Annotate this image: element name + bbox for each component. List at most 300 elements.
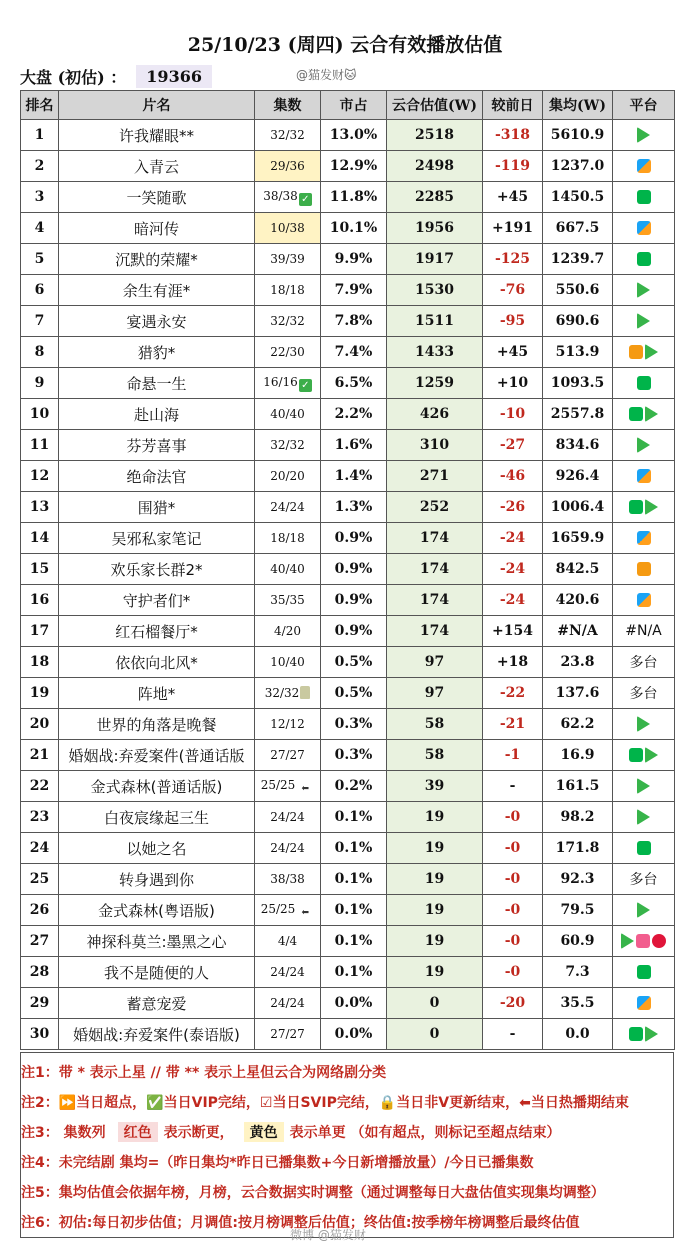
title-cell: 金式森林(普通话版) [59, 771, 255, 802]
average-cell: 1006.4 [543, 492, 613, 523]
title-cell: 余生有涯* [59, 275, 255, 306]
change-cell: -0 [483, 833, 543, 864]
episodes-cell [255, 430, 321, 461]
episodes-cell [255, 368, 321, 399]
share-cell: 0.1% [321, 926, 387, 957]
average-cell: 171.8 [543, 833, 613, 864]
title-cell: 沉默的荣耀* [59, 244, 255, 275]
notes-section [20, 1052, 674, 1238]
estimate-cell: 1956 [387, 213, 483, 244]
episodes-value: 24/24 [270, 996, 305, 1010]
share-cell: 11.8% [321, 182, 387, 213]
tencent-platform-icon [637, 778, 650, 794]
change-cell: -76 [483, 275, 543, 306]
title-cell: 绝命法官 [59, 461, 255, 492]
table-row [21, 678, 675, 709]
header-share: 市占 [321, 91, 387, 120]
table-row [21, 740, 675, 771]
title-cell: 许我耀眼** [59, 120, 255, 151]
rank-cell: 30 [21, 1019, 59, 1050]
share-cell: 0.9% [321, 616, 387, 647]
tencent-platform-icon [637, 716, 650, 732]
platform-cell [613, 895, 675, 926]
tencent-platform-icon [637, 437, 650, 453]
rank-cell: 13 [21, 492, 59, 523]
rank-cell: 5 [21, 244, 59, 275]
episodes-value: 35/35 [270, 593, 305, 607]
platform-text: 多台 [629, 655, 658, 671]
platform-cell [613, 244, 675, 275]
estimate-cell: 97 [387, 647, 483, 678]
market-summary [20, 62, 212, 90]
table-header-row [21, 91, 675, 120]
mango-platform-icon [637, 562, 651, 576]
episodes-value: 22/30 [270, 345, 305, 359]
title-cell: 红石榴餐厅* [59, 616, 255, 647]
estimate-cell: 19 [387, 833, 483, 864]
rank-cell: 21 [21, 740, 59, 771]
estimate-cell: 2498 [387, 151, 483, 182]
change-cell: -21 [483, 709, 543, 740]
platform-cell [613, 461, 675, 492]
estimate-cell: 19 [387, 895, 483, 926]
episodes-cell [255, 771, 321, 802]
episodes-cell [255, 833, 321, 864]
share-cell: 0.0% [321, 988, 387, 1019]
header-episodes: 集数 [255, 91, 321, 120]
table-row [21, 771, 675, 802]
platform-cell [613, 957, 675, 988]
note-3-yellow-label: 黄色 [244, 1122, 284, 1142]
change-cell: -20 [483, 988, 543, 1019]
footer-watermark: 微博 @猫发财 [290, 1228, 366, 1242]
note-4: 注4：未完结剧 集均=（昨日集均*昨日已播集数+今日新增播放量）/今日已播集数 [21, 1155, 534, 1171]
episodes-value: 32/32 [270, 314, 305, 328]
change-cell: +191 [483, 213, 543, 244]
average-cell: 5610.9 [543, 120, 613, 151]
average-cell: 16.9 [543, 740, 613, 771]
share-cell: 0.0% [321, 1019, 387, 1050]
estimate-cell: 1259 [387, 368, 483, 399]
average-cell: 1659.9 [543, 523, 613, 554]
change-cell: -27 [483, 430, 543, 461]
episodes-value: 10/38 [270, 221, 305, 235]
share-cell: 0.1% [321, 833, 387, 864]
episodes-cell [255, 616, 321, 647]
platform-cell [613, 678, 675, 709]
note-2: 注2：⏩当日超点，✅当日VIP完结，☑当日SVIP完结，🔒当日非V更新结束，⬅当日热播期结束 [21, 1095, 629, 1111]
rank-cell: 11 [21, 430, 59, 461]
title-cell: 暗河传 [59, 213, 255, 244]
platform-cell [613, 120, 675, 151]
episodes-value: 25/25 [260, 901, 296, 916]
episodes-cell [255, 337, 321, 368]
episodes-cell [255, 678, 321, 709]
share-cell: 0.1% [321, 895, 387, 926]
note-5: 注5：集均估值会依据年榜，月榜，云合数据实时调整（通过调整每日大盘估值实现集均调整） [21, 1185, 605, 1201]
title-cell: 入青云 [59, 151, 255, 182]
platform-cell [613, 585, 675, 616]
estimate-cell: 19 [387, 802, 483, 833]
average-cell: 842.5 [543, 554, 613, 585]
rank-cell: 28 [21, 957, 59, 988]
table-row [21, 1019, 675, 1050]
rank-cell: 12 [21, 461, 59, 492]
rank-cell: 4 [21, 213, 59, 244]
rank-cell: 23 [21, 802, 59, 833]
table-row [21, 864, 675, 895]
change-cell: -22 [483, 678, 543, 709]
platform-text: 多台 [629, 686, 658, 702]
change-cell: +18 [483, 647, 543, 678]
iqiyi-platform-icon [637, 376, 651, 390]
table-row [21, 399, 675, 430]
rank-cell: 25 [21, 864, 59, 895]
change-cell: +45 [483, 337, 543, 368]
platform-cell [613, 151, 675, 182]
note-3-suffix: 表示单更 （如有超点，则标记至超点结束） [289, 1125, 561, 1141]
estimate-cell: 1917 [387, 244, 483, 275]
title-cell: 金式森林(粤语版) [59, 895, 255, 926]
average-cell: 1093.5 [543, 368, 613, 399]
episodes-cell [255, 492, 321, 523]
average-cell: 667.5 [543, 213, 613, 244]
title-cell: 赴山海 [59, 399, 255, 430]
average-cell: 513.9 [543, 337, 613, 368]
iqiyi-platform-icon [637, 965, 651, 979]
note-3-prefix: 注3： 集数列 [21, 1125, 106, 1141]
youku-platform-icon [637, 159, 651, 173]
episodes-cell [255, 275, 321, 306]
platform-cell [613, 275, 675, 306]
rank-cell: 16 [21, 585, 59, 616]
episodes-value: 12/12 [270, 717, 305, 731]
iqiyi-platform-icon [637, 841, 651, 855]
change-cell: +45 [483, 182, 543, 213]
platform-cell [613, 833, 675, 864]
average-cell: 2557.8 [543, 399, 613, 430]
table-row [21, 802, 675, 833]
title-cell: 宴遇永安 [59, 306, 255, 337]
iqiyi-platform-icon [637, 190, 651, 204]
platform-cell [613, 771, 675, 802]
episodes-value: 25/25 [260, 777, 296, 792]
change-cell: -318 [483, 120, 543, 151]
table-row [21, 213, 675, 244]
average-cell: 7.3 [543, 957, 613, 988]
platform-cell [613, 306, 675, 337]
episodes-cell [255, 213, 321, 244]
episodes-cell [255, 244, 321, 275]
episodes-cell [255, 151, 321, 182]
average-cell: 92.3 [543, 864, 613, 895]
estimate-cell: 1511 [387, 306, 483, 337]
average-cell: 550.6 [543, 275, 613, 306]
episodes-cell [255, 802, 321, 833]
average-cell: 23.8 [543, 647, 613, 678]
rank-cell: 19 [21, 678, 59, 709]
share-cell: 0.3% [321, 709, 387, 740]
platform-cell [613, 616, 675, 647]
lock-icon [300, 686, 310, 699]
header-platform: 平台 [613, 91, 675, 120]
share-cell: 9.9% [321, 244, 387, 275]
title-cell: 婚姻战:弃爱案件(普通话版 [59, 740, 255, 771]
rank-cell: 2 [21, 151, 59, 182]
share-cell: 0.1% [321, 802, 387, 833]
estimate-cell: 0 [387, 1019, 483, 1050]
estimate-cell: 97 [387, 678, 483, 709]
title-cell: 以她之名 [59, 833, 255, 864]
estimate-cell: 58 [387, 740, 483, 771]
title-cell: 命悬一生 [59, 368, 255, 399]
table-row [21, 244, 675, 275]
title-cell: 欢乐家长群2* [59, 554, 255, 585]
average-cell: 62.2 [543, 709, 613, 740]
episodes-value: 20/20 [270, 469, 305, 483]
platform-cell [613, 1019, 675, 1050]
episodes-cell [255, 647, 321, 678]
platform-cell [613, 213, 675, 244]
episodes-value: 4/4 [277, 934, 298, 948]
average-cell: 60.9 [543, 926, 613, 957]
vip-finished-icon: ✓ [299, 379, 312, 392]
episodes-cell [255, 306, 321, 337]
note-1: 注1：带 * 表示上星 // 带 ** 表示上星但云合为网络剧分类 [21, 1065, 387, 1081]
episodes-cell [255, 709, 321, 740]
title-cell: 世界的角落是晚餐 [59, 709, 255, 740]
bili-platform-icon [636, 934, 650, 948]
platform-text: #N/A [625, 623, 662, 639]
episodes-cell [255, 523, 321, 554]
hot-period-end-icon: ⬅ [301, 783, 310, 794]
title-cell: 阵地* [59, 678, 255, 709]
tencent-platform-icon [637, 282, 650, 298]
table-row [21, 182, 675, 213]
circle-platform-icon [652, 934, 666, 948]
rank-cell: 20 [21, 709, 59, 740]
change-cell: -24 [483, 523, 543, 554]
change-cell: -24 [483, 585, 543, 616]
title-cell: 依依向北风* [59, 647, 255, 678]
share-cell: 2.2% [321, 399, 387, 430]
estimate-cell: 174 [387, 554, 483, 585]
title-cell: 婚姻战:弃爱案件(泰语版) [59, 1019, 255, 1050]
episodes-cell [255, 988, 321, 1019]
episodes-value: 40/40 [270, 562, 305, 576]
market-value: 19366 [136, 65, 212, 88]
iqiyi-platform-icon [629, 500, 643, 514]
title-cell: 转身遇到你 [59, 864, 255, 895]
platform-cell [613, 709, 675, 740]
average-cell: 137.6 [543, 678, 613, 709]
table-row [21, 151, 675, 182]
change-cell: +154 [483, 616, 543, 647]
platform-cell [613, 926, 675, 957]
average-cell: 1237.0 [543, 151, 613, 182]
average-cell: 690.6 [543, 306, 613, 337]
estimate-cell: 0 [387, 988, 483, 1019]
estimate-cell: 2518 [387, 120, 483, 151]
rank-cell: 17 [21, 616, 59, 647]
change-cell: -0 [483, 926, 543, 957]
table-row [21, 926, 675, 957]
header-rank: 排名 [21, 91, 59, 120]
title-cell: 猎豹* [59, 337, 255, 368]
episodes-value: 24/24 [270, 500, 305, 514]
share-cell: 0.5% [321, 678, 387, 709]
author-watermark: @猫发财🐱 [296, 68, 357, 82]
iqiyi-platform-icon [637, 252, 651, 266]
share-cell: 1.4% [321, 461, 387, 492]
platform-cell [613, 988, 675, 1019]
market-label: 大盘 (初估) ： [20, 67, 127, 87]
table-row [21, 120, 675, 151]
episodes-cell [255, 120, 321, 151]
youku-platform-icon [637, 593, 651, 607]
platform-cell [613, 647, 675, 678]
estimate-cell: 174 [387, 616, 483, 647]
estimate-cell: 58 [387, 709, 483, 740]
share-cell: 12.9% [321, 151, 387, 182]
average-cell: 420.6 [543, 585, 613, 616]
average-cell: 1239.7 [543, 244, 613, 275]
episodes-value: 40/40 [270, 407, 305, 421]
tencent-platform-icon [637, 127, 650, 143]
title-cell: 白夜宸缘起三生 [59, 802, 255, 833]
note-3-mid: 表示断更， [163, 1125, 234, 1141]
episodes-value: 18/18 [270, 531, 305, 545]
episodes-value: 39/39 [270, 252, 305, 266]
change-cell: -46 [483, 461, 543, 492]
episodes-cell [255, 554, 321, 585]
episodes-value: 32/32 [270, 438, 305, 452]
change-cell: -0 [483, 895, 543, 926]
episodes-value: 24/24 [270, 810, 305, 824]
change-cell: -0 [483, 802, 543, 833]
rank-cell: 6 [21, 275, 59, 306]
change-cell: - [483, 1019, 543, 1050]
table-row [21, 988, 675, 1019]
episodes-value: 27/27 [270, 748, 305, 762]
episodes-value: 38/38 [270, 872, 305, 886]
episodes-value: 10/40 [270, 655, 305, 669]
average-cell: #N/A [543, 616, 613, 647]
episodes-value: 32/32 [270, 128, 305, 142]
table-row [21, 895, 675, 926]
tencent-platform-icon [645, 1026, 658, 1042]
title-cell: 守护者们* [59, 585, 255, 616]
iqiyi-platform-icon [629, 748, 643, 762]
table-row [21, 647, 675, 678]
estimate-cell: 2285 [387, 182, 483, 213]
iqiyi-platform-icon [629, 1027, 643, 1041]
rank-cell: 15 [21, 554, 59, 585]
table-row [21, 554, 675, 585]
platform-cell [613, 523, 675, 554]
estimate-cell: 19 [387, 957, 483, 988]
table-row [21, 709, 675, 740]
episodes-value: 18/18 [270, 283, 305, 297]
table-row [21, 337, 675, 368]
rank-cell: 24 [21, 833, 59, 864]
rank-cell: 7 [21, 306, 59, 337]
rank-cell: 3 [21, 182, 59, 213]
table-row [21, 492, 675, 523]
rank-cell: 1 [21, 120, 59, 151]
note-3-red-label: 红色 [118, 1122, 158, 1142]
table-row [21, 368, 675, 399]
estimate-cell: 271 [387, 461, 483, 492]
average-cell: 161.5 [543, 771, 613, 802]
change-cell: -0 [483, 957, 543, 988]
share-cell: 7.9% [321, 275, 387, 306]
tencent-platform-icon [637, 902, 650, 918]
youku-platform-icon [637, 469, 651, 483]
change-cell: -125 [483, 244, 543, 275]
share-cell: 0.1% [321, 864, 387, 895]
platform-cell [613, 554, 675, 585]
share-cell: 1.3% [321, 492, 387, 523]
change-cell: - [483, 771, 543, 802]
episodes-value: 32/32 [264, 686, 300, 700]
change-cell: -95 [483, 306, 543, 337]
platform-cell [613, 492, 675, 523]
rank-cell: 9 [21, 368, 59, 399]
rank-cell: 26 [21, 895, 59, 926]
episodes-value: 24/24 [270, 841, 305, 855]
estimate-cell: 19 [387, 926, 483, 957]
episodes-cell [255, 461, 321, 492]
youku-platform-icon [637, 996, 651, 1010]
header-estimate: 云合估值(W) [387, 91, 483, 120]
episodes-value: 4/20 [274, 624, 301, 638]
table-row [21, 616, 675, 647]
episodes-cell [255, 1019, 321, 1050]
title-cell: 蓄意宠爱 [59, 988, 255, 1019]
tencent-platform-icon [645, 344, 658, 360]
rank-cell: 8 [21, 337, 59, 368]
share-cell: 1.6% [321, 430, 387, 461]
estimate-cell: 252 [387, 492, 483, 523]
mango-platform-icon [629, 345, 643, 359]
share-cell: 0.9% [321, 585, 387, 616]
episodes-cell [255, 895, 321, 926]
episodes-cell [255, 864, 321, 895]
estimate-cell: 174 [387, 585, 483, 616]
tencent-platform-icon [621, 933, 634, 949]
rank-cell: 29 [21, 988, 59, 1019]
platform-cell [613, 399, 675, 430]
note-3 [21, 1117, 673, 1147]
rank-cell: 22 [21, 771, 59, 802]
estimate-cell: 310 [387, 430, 483, 461]
episodes-cell [255, 585, 321, 616]
change-cell: -10 [483, 399, 543, 430]
title-cell: 我不是随便的人 [59, 957, 255, 988]
episodes-cell [255, 926, 321, 957]
share-cell: 0.1% [321, 957, 387, 988]
share-cell: 6.5% [321, 368, 387, 399]
table-row [21, 461, 675, 492]
share-cell: 13.0% [321, 120, 387, 151]
hot-period-end-icon: ⬅ [301, 907, 310, 918]
table-row [21, 430, 675, 461]
platform-cell [613, 802, 675, 833]
title-cell: 芬芳喜事 [59, 430, 255, 461]
platform-cell [613, 182, 675, 213]
platform-cell [613, 864, 675, 895]
